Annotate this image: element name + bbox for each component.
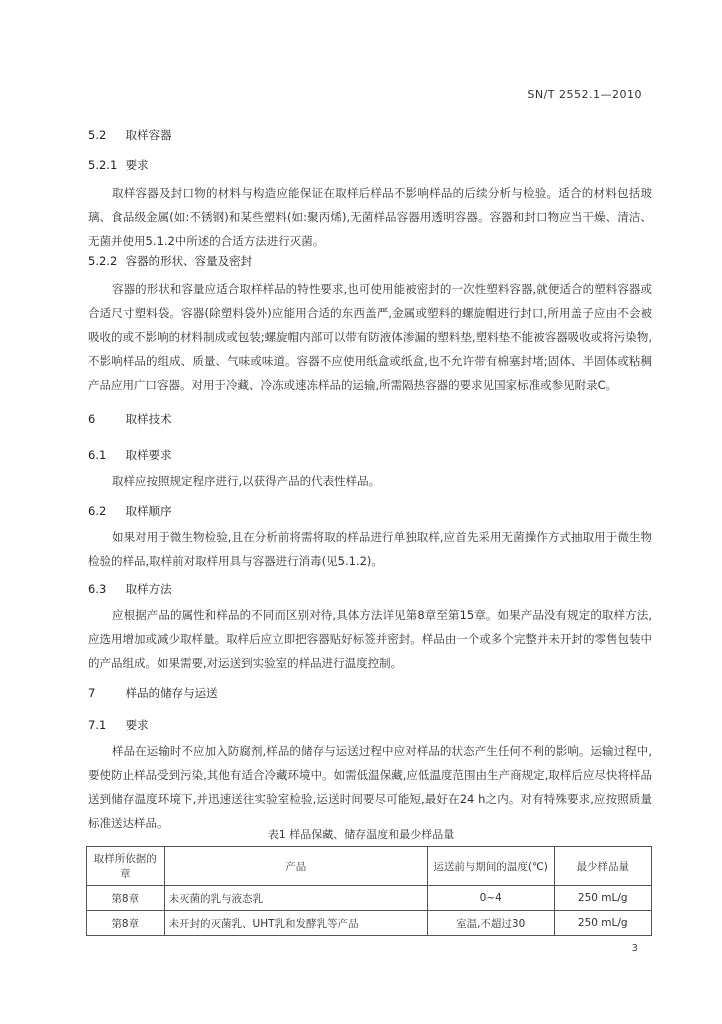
paragraph-6-1: 取样应按照规定程序进行,以获得产品的代表性样品。 — [112, 474, 381, 488]
section-title: 取样技术 — [125, 412, 172, 426]
table-cell: 未开封的灭菌乳、UHT乳和发酵乳等产品 — [164, 911, 427, 936]
section-title: 取样要求 — [125, 448, 172, 462]
table-cell: 第8章 — [87, 911, 165, 936]
section-heading-6-3 — [88, 581, 172, 597]
section-heading-5-2 — [88, 127, 172, 143]
paragraph-5-2-2: 容器的形状和容量应适合取样样品的特性要求,也可使用能被密封的一次性塑料容器,就便适合的塑料容器或合适尺寸塑料袋。容器(除塑料袋外)应能用合适的东西盖严,金属或塑料的螺旋帽进行封口,所用盖子应由不会被吸收的或不影响的材料制成或包装;螺旋帽内部可以带有防液体渗漏的塑料垫,塑料垫不能被容器吸收或将污染物,不影响样品的组成、质量、气味或味道。容器不应使用纸盒或纸盒,也不允许带有棉塞封堵;固体、半固体或粘稠产品应用广口容器。对用于冷藏、冷冻或速冻样品的运输,所需隔热容器的要求见国家标准或参见附录C。 — [88, 282, 652, 392]
section-number: 6.3 — [88, 582, 107, 596]
section-title: 要求 — [125, 718, 149, 732]
section-heading-6 — [88, 411, 172, 427]
table-row — [87, 886, 652, 911]
section-title: 要求 — [125, 158, 149, 172]
paragraph-7-1: 样品在运输时不应加入防腐剂,样品的储存与运送过程中应对样品的状态产生任何不利的影响。运输过程中,要使防止样品受到污染,其他有适合冷藏环境中。如需低温保藏,应低温度范围由生产商规定,取样后应尽快将样品送到储存温度环境下,并迅速送往实验室检验,运送时间要尽可能短,最好在24 h之内。对有特殊要求,应按照质量标准送达样品。 — [88, 744, 652, 830]
section-title: 样品的储存与运送 — [125, 686, 218, 700]
section-number: 7.1 — [88, 718, 107, 732]
section-title: 取样容器 — [125, 128, 172, 142]
section-heading-6-1 — [88, 447, 172, 463]
table-cell: 第8章 — [87, 886, 165, 911]
section-number: 5.2.1 — [88, 158, 118, 172]
section-heading-5-2-1 — [88, 157, 149, 173]
table-header-row — [87, 847, 652, 886]
table-header-cell: 产品 — [164, 847, 427, 886]
table-header-cell: 最少样品量 — [554, 847, 652, 886]
standard-code: SN/T 2552.1—2010 — [527, 88, 642, 101]
paragraph-6-2: 如果对用于微生物检验,且在分析前将需将取的样品进行单独取样,应首先采用无菌操作方式抽取用于微生物检验的样品,取样前对取样用具与容器进行消毒(见5.1.2)。 — [88, 530, 652, 568]
storage-table — [86, 846, 652, 936]
section-heading-7 — [88, 685, 218, 701]
section-title: 取样顺序 — [125, 504, 172, 518]
paragraph-6-3: 应根据产品的属性和样品的不同而区别对待,具体方法详见第8章至第15章。如果产品没有规定的取样方法,应选用增加或减少取样量。取样后应立即把容器贴好标签并密封。样品由一个或多个完整并未开封的零售包装中的产品组成。如果需要,对运送到实验室的样品进行温度控制。 — [88, 608, 652, 670]
section-number: 7 — [88, 686, 96, 700]
section-number: 5.2 — [88, 128, 107, 142]
table-title: 表1 样品保藏、储存温度和最少样品量 — [267, 828, 455, 841]
table-cell: 室温,不超过30 — [427, 911, 554, 936]
section-number: 5.2.2 — [88, 254, 118, 268]
section-number: 6.2 — [88, 504, 107, 518]
section-heading-6-2 — [88, 503, 172, 519]
section-heading-5-2-2 — [88, 253, 252, 269]
section-number: 6 — [88, 412, 96, 426]
paragraph-5-2-1: 取样容器及封口物的材料与构造应能保证在取样后样品不影响样品的后续分析与检验。适合的材料包括玻璃、食品级金属(如:不锈钢)和某些塑料(如:聚丙烯),无菌样品容器用透明容器。容器和封口物应当干燥、清洁、无菌并使用5.1.2中所述的合适方法进行灭菌。 — [88, 186, 652, 248]
table-header-cell: 运送前与期间的温度(℃) — [427, 847, 554, 886]
table-cell: 未灭菌的乳与液态乳 — [164, 886, 427, 911]
page-number: 3 — [631, 943, 638, 954]
table-row — [87, 911, 652, 936]
table-cell: 0~4 — [427, 886, 554, 911]
table-header-cell: 取样所依据的章 — [87, 847, 165, 886]
section-number: 6.1 — [88, 448, 107, 462]
section-title: 取样方法 — [125, 582, 172, 596]
section-heading-7-1 — [88, 717, 149, 733]
table-cell: 250 mL/g — [554, 911, 652, 936]
table-cell: 250 mL/g — [554, 886, 652, 911]
section-title: 容器的形状、容量及密封 — [125, 254, 253, 268]
